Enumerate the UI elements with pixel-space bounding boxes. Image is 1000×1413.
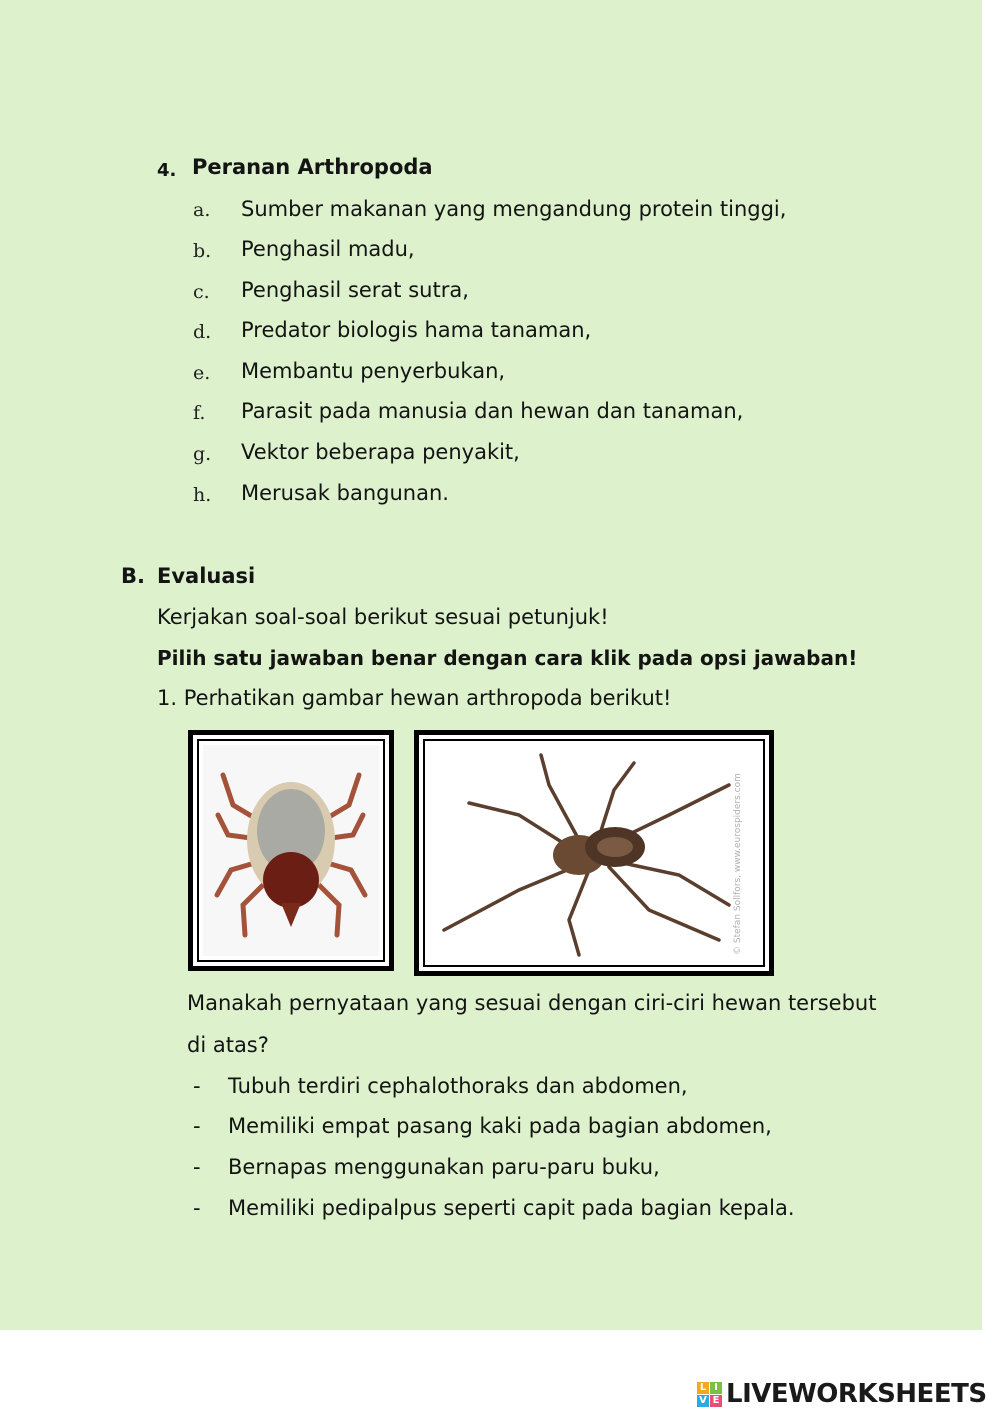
item-text-f: Parasit pada manusia dan hewan dan tanaman, [241, 399, 744, 423]
item-letter-a: a. [193, 199, 211, 221]
instruction-bold: Pilih satu jawaban benar dengan cara klik pada opsi jawaban! [157, 646, 858, 670]
answer-option-3[interactable]: Bernapas menggunakan paru-paru buku, [228, 1155, 660, 1179]
logo-letter: E [710, 1395, 722, 1407]
tick-image [203, 745, 379, 956]
item-letter-b: b. [193, 240, 212, 262]
item-text-e: Membantu penyerbukan, [241, 359, 506, 383]
item-text-h: Merusak bangunan. [241, 481, 449, 505]
option-bullet: - [193, 1196, 201, 1220]
tick-image-frame [188, 730, 394, 971]
section-title: Peranan Arthropoda [192, 155, 433, 179]
spider-image [429, 745, 759, 961]
section-b-letter: B. [121, 564, 145, 588]
option-bullet: - [193, 1074, 201, 1098]
option-bullet: - [193, 1155, 201, 1179]
answer-option-2[interactable]: Memiliki empat pasang kaki pada bagian abdomen, [228, 1114, 772, 1138]
logo-letter: I [710, 1382, 722, 1394]
item-letter-f: f. [193, 402, 206, 424]
question-1: 1. Perhatikan gambar hewan arthropoda berikut! [157, 686, 672, 710]
logo-letter: V [697, 1395, 709, 1407]
item-letter-e: e. [193, 362, 211, 384]
option-bullet: - [193, 1114, 201, 1138]
liveworksheets-icon [697, 1382, 722, 1407]
instruction-text: Kerjakan soal-soal berikut sesuai petunjuk! [157, 605, 609, 629]
item-text-b: Penghasil madu, [241, 237, 415, 261]
section-number: 4. [157, 160, 177, 181]
image-credit: © Stefan Sollfors, www.eurospiders.com [733, 773, 743, 955]
question-prompt-line1: Manakah pernyataan yang sesuai dengan ciri-ciri hewan tersebut [187, 991, 877, 1015]
answer-option-4[interactable]: Memiliki pedipalpus seperti capit pada bagian kepala. [228, 1196, 795, 1220]
spider-image-frame [414, 730, 774, 976]
item-text-a: Sumber makanan yang mengandung protein tinggi, [241, 197, 787, 221]
liveworksheets-logo[interactable] [697, 1376, 987, 1412]
logo-text: LIVEWORKSHEETS [726, 1379, 987, 1409]
logo-letter: L [697, 1382, 709, 1394]
item-letter-d: d. [193, 321, 212, 343]
item-text-c: Penghasil serat sutra, [241, 278, 469, 302]
item-letter-c: c. [193, 281, 210, 303]
item-letter-g: g. [193, 443, 212, 465]
item-text-g: Vektor beberapa penyakit, [241, 440, 520, 464]
section-b-title: Evaluasi [157, 564, 256, 588]
answer-option-1[interactable]: Tubuh terdiri cephalothoraks dan abdomen, [228, 1074, 688, 1098]
question-prompt-line2: di atas? [187, 1033, 269, 1057]
item-text-d: Predator biologis hama tanaman, [241, 318, 592, 342]
item-letter-h: h. [193, 484, 212, 506]
